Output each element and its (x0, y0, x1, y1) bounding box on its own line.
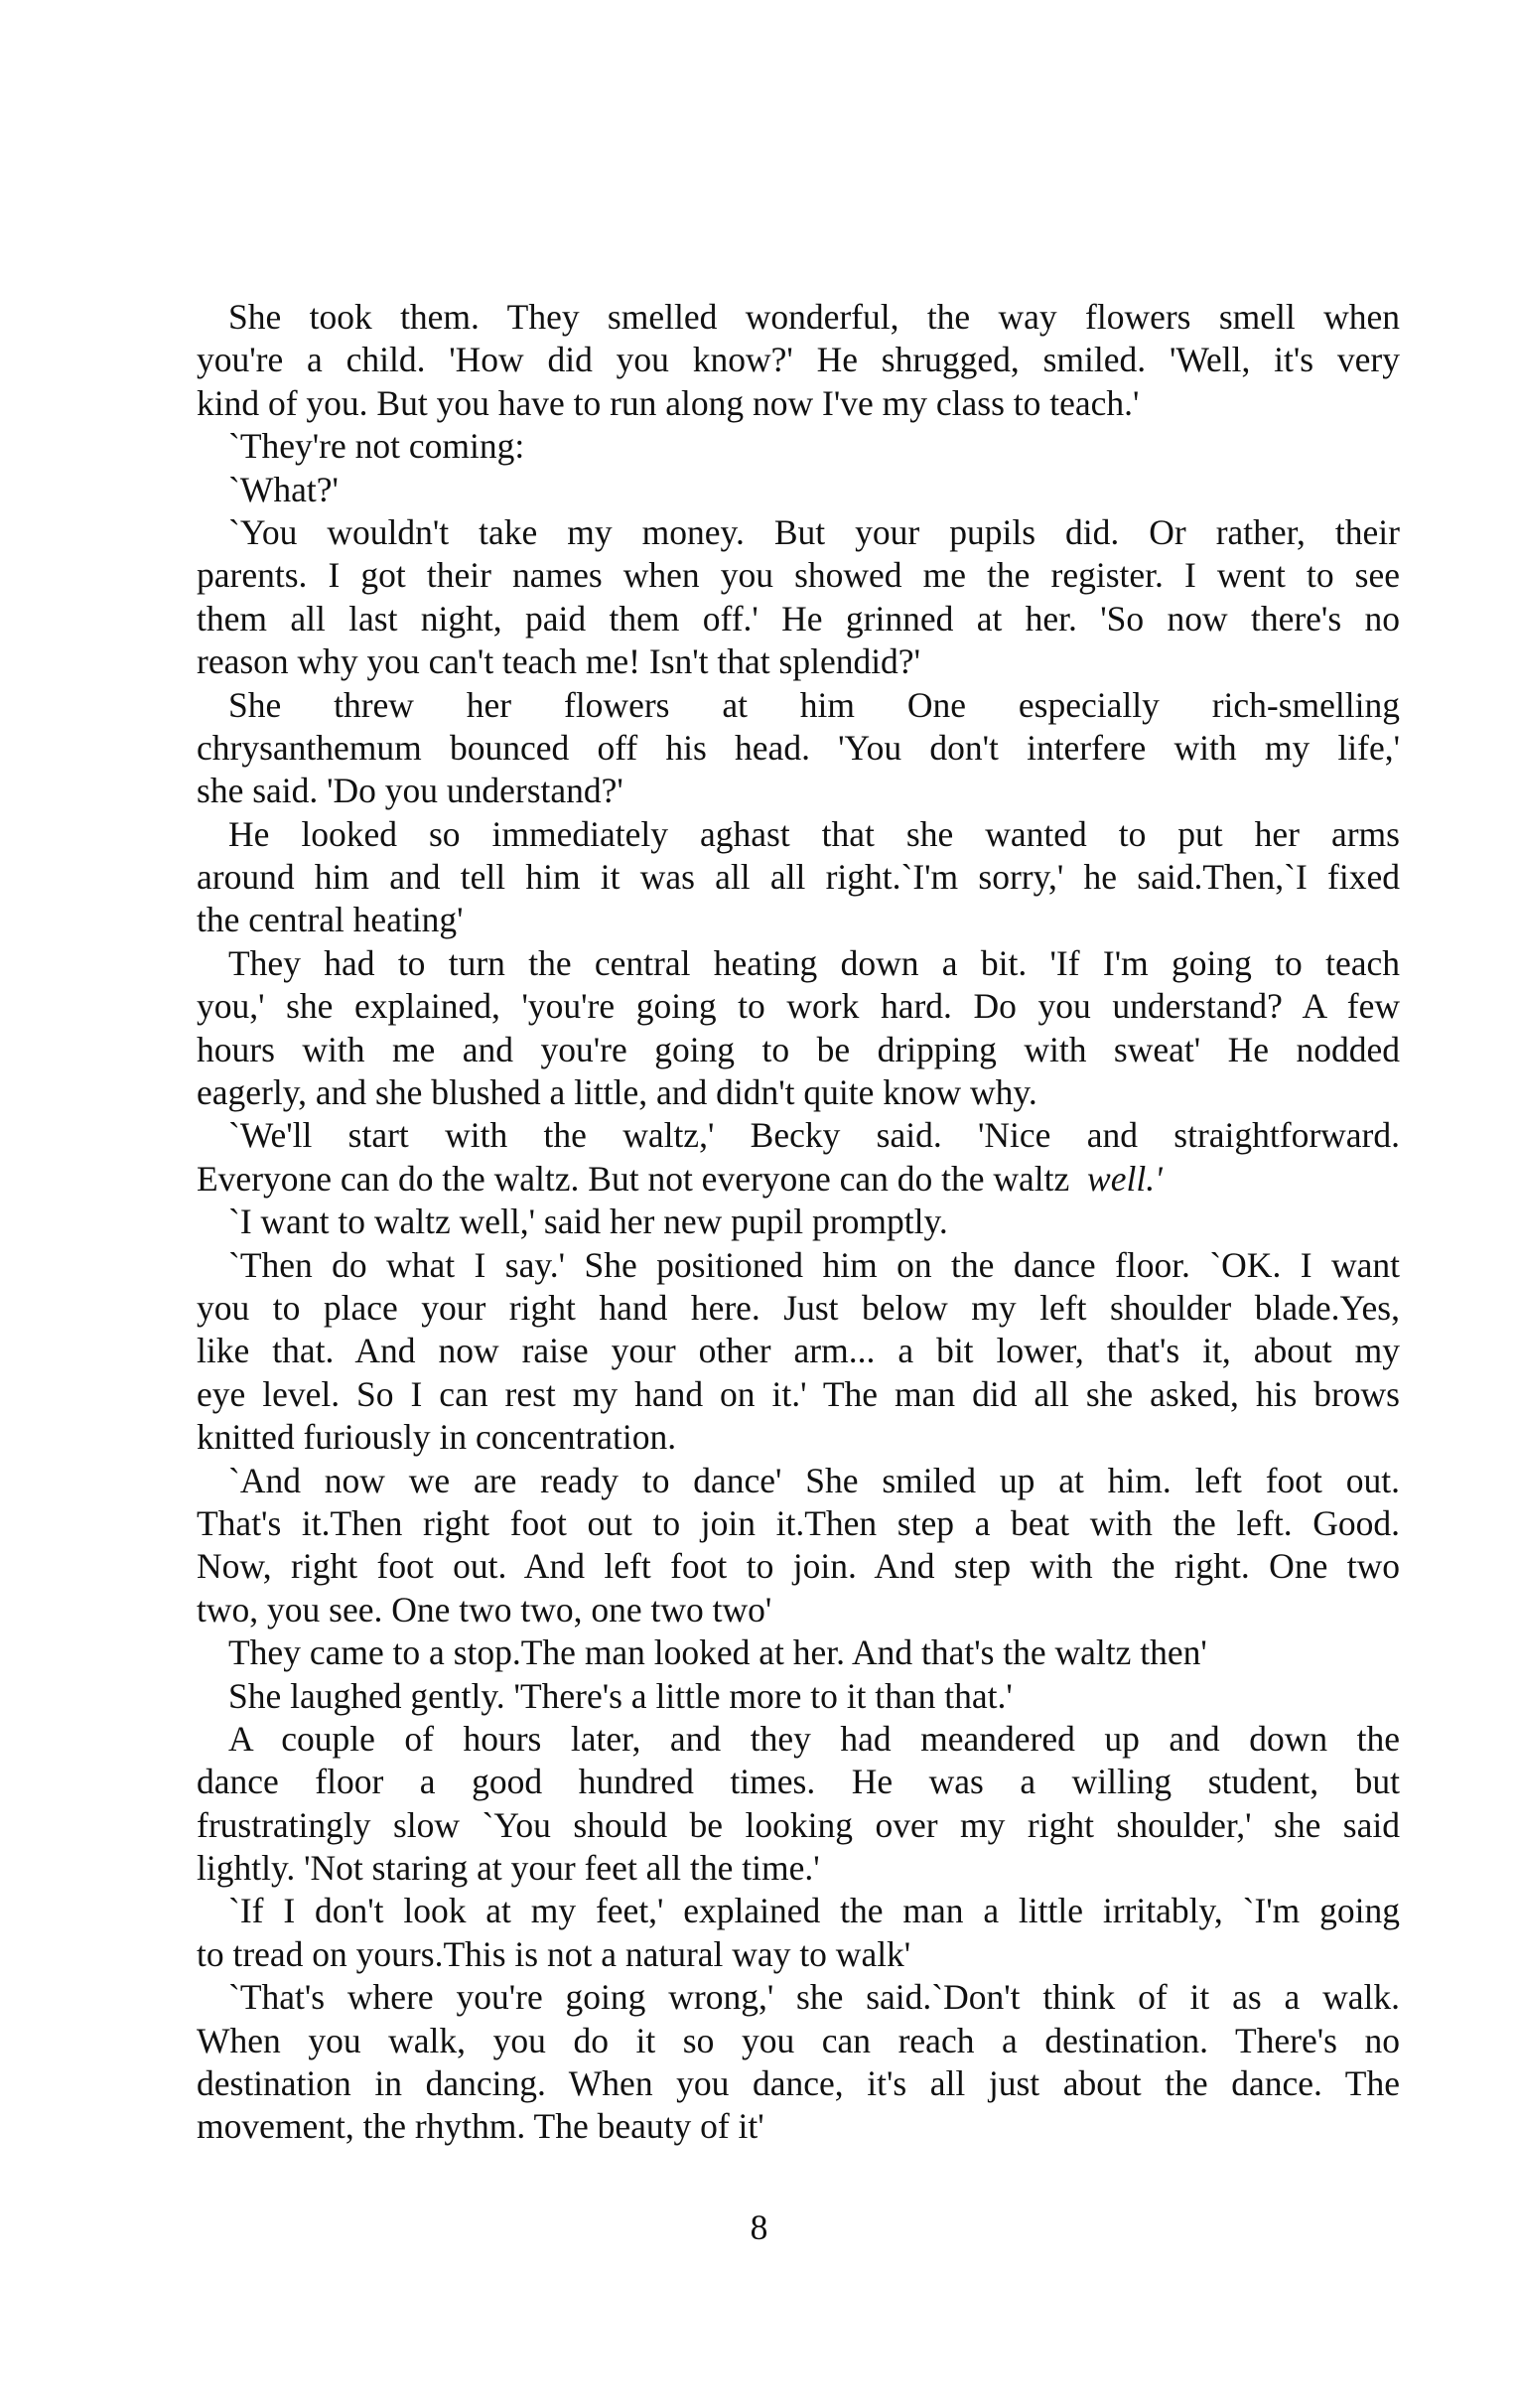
text-line-content: `That's where you're going wrong,' she said.`Don't think of it as a walk. (228, 1977, 1400, 2018)
text-line-content: `You wouldn't take my money. But your pupils did. Or rather, their (228, 511, 1400, 552)
text-line (197, 1976, 1400, 2019)
text-line (197, 1201, 1400, 1243)
emphasized-word: well.' (1069, 1158, 1163, 1199)
text-line-content: around him and tell him it was all all right.`I'm sorry,' he said.Then,`I fixed (197, 857, 1400, 898)
text-line (197, 1847, 1400, 1890)
text-line-content: `And now we are ready to dance' She smiled up at him. left foot out. (228, 1460, 1400, 1500)
text-line (197, 1631, 1400, 1674)
text-line (197, 1373, 1400, 1416)
text-line (197, 296, 1400, 339)
page-number: 8 (750, 2207, 768, 2247)
text-line-content: you to place your right hand here. Just below my left shoulder blade.Yes, (197, 1287, 1400, 1328)
text-line-content: movement, the rhythm. The beauty of it' (197, 2106, 764, 2147)
text-line-content: destination in dancing. When you dance, it's all just about the dance. The (197, 2063, 1400, 2104)
text-line-content: eagerly, and she blushed a little, and didn't quite know why. (197, 1072, 1037, 1113)
text-line-content: you're a child. 'How did you know?' He shrugged, smiled. 'Well, it's very (197, 340, 1400, 380)
text-line-content: to tread on yours.This is not a natural way to walk' (197, 1933, 911, 1974)
text-line-content: That's it.Then right foot out to join it.Then step a beat with the left. Good. (197, 1502, 1400, 1543)
text-line (197, 511, 1400, 554)
text-line-content: the central heating' (197, 900, 464, 940)
text-line (197, 1890, 1400, 1932)
text-line-content: you,' she explained, 'you're going to work hard. Do you understand? A few (197, 986, 1400, 1027)
text-line-content: them all last night, paid them off.' He grinned at her. 'So now there's no (197, 598, 1400, 638)
text-line-content: `I want to waltz well,' said her new pupil promptly. (228, 1202, 948, 1242)
text-line-content: like that. And now raise your other arm... a bit lower, that's it, about my (197, 1331, 1400, 1371)
text-line (197, 2105, 1400, 2148)
text-line (197, 425, 1400, 468)
text-line-content: She took them. They smelled wonderful, the way flowers smell when (228, 297, 1400, 337)
text-line (197, 382, 1400, 425)
text-line-content: lightly. 'Not staring at your feet all the time.' (197, 1848, 820, 1889)
text-line-content: They came to a stop.The man looked at her. And that's the waltz then' (228, 1632, 1207, 1673)
text-line (197, 727, 1400, 770)
text-line-content: `Then do what I say.' She positioned him on the dance floor. `OK. I want (228, 1244, 1400, 1285)
text-line (197, 339, 1400, 381)
text-line-content: They had to turn the central heating down a bit. 'If I'm going to teach (228, 942, 1400, 983)
text-line (197, 985, 1400, 1028)
text-line (197, 469, 1400, 511)
text-line (197, 1545, 1400, 1588)
text-line (197, 1761, 1400, 1803)
text-line (197, 1589, 1400, 1631)
text-line-content: kind of you. But you have to run along now I've my class to teach.' (197, 382, 1140, 423)
text-line (197, 1804, 1400, 1847)
text-line (197, 770, 1400, 812)
text-line-content: Everyone can do the waltz. But not everyone can do the waltz (197, 1158, 1070, 1199)
text-line (197, 598, 1400, 640)
text-line-content: She laughed gently. 'There's a little more to it than that.' (228, 1675, 1013, 1716)
text-line-content: He looked so immediately aghast that she wanted to put her arms (228, 813, 1400, 854)
text-line-content: `If I don't look at my feet,' explained the man a little irritably, `I'm going (228, 1891, 1400, 1931)
text-line-content: reason why you can't teach me! Isn't that splendid?' (197, 641, 920, 682)
text-line-content: eye level. So I can rest my hand on it.' The man did all she asked, his brows (197, 1373, 1400, 1414)
text-line (197, 640, 1400, 683)
text-line (197, 856, 1400, 899)
text-line-content: `We'll start with the waltz,' Becky said. 'Nice and straightforward. (228, 1115, 1400, 1156)
text-line (197, 554, 1400, 597)
text-line-content: She threw her flowers at him One especially rich-smelling (228, 684, 1400, 725)
text-line (197, 1330, 1400, 1372)
text-line-content: When you walk, you do it so you can reach a destination. There's no (197, 2020, 1400, 2060)
text-line-content: A couple of hours later, and they had meandered up and down the (228, 1718, 1400, 1759)
text-line (197, 1718, 1400, 1761)
text-line-content: knitted furiously in concentration. (197, 1417, 677, 1458)
text-line-content: she said. 'Do you understand?' (197, 771, 623, 811)
text-line (197, 1114, 1400, 1157)
text-line (197, 1933, 1400, 1976)
text-line (197, 1460, 1400, 1502)
text-line-content: dance floor a good hundred times. He was a willing student, but (197, 1762, 1400, 1802)
text-line (197, 899, 1400, 941)
text-line (197, 1071, 1400, 1114)
text-line-content: frustratingly slow `You should be looking over my right shoulder,' she said (197, 1804, 1400, 1845)
text-line (197, 684, 1400, 727)
text-line-content: parents. I got their names when you showed me the register. I went to see (197, 555, 1400, 596)
text-line-content: hours with me and you're going to be dripping with sweat' He nodded (197, 1029, 1400, 1069)
text-line (197, 2020, 1400, 2062)
text-line (197, 1675, 1400, 1718)
body-text (197, 296, 1400, 2149)
text-line-content: Now, right foot out. And left foot to join. And step with the right. One two (197, 1546, 1400, 1587)
text-line (197, 1244, 1400, 1287)
text-line-content: `They're not coming: (228, 426, 525, 467)
text-line (197, 1416, 1400, 1459)
text-line (197, 942, 1400, 985)
text-line (197, 2062, 1400, 2105)
text-line-content: chrysanthemum bounced off his head. 'You don't interfere with my life,' (197, 727, 1400, 768)
text-line-content: `What?' (228, 469, 339, 509)
text-line-content: two, you see. One two two, one two two' (197, 1589, 772, 1629)
text-line (197, 1502, 1400, 1545)
text-line (197, 1287, 1400, 1330)
text-line (197, 1158, 1400, 1201)
text-line (197, 813, 1400, 856)
text-line (197, 1029, 1400, 1071)
